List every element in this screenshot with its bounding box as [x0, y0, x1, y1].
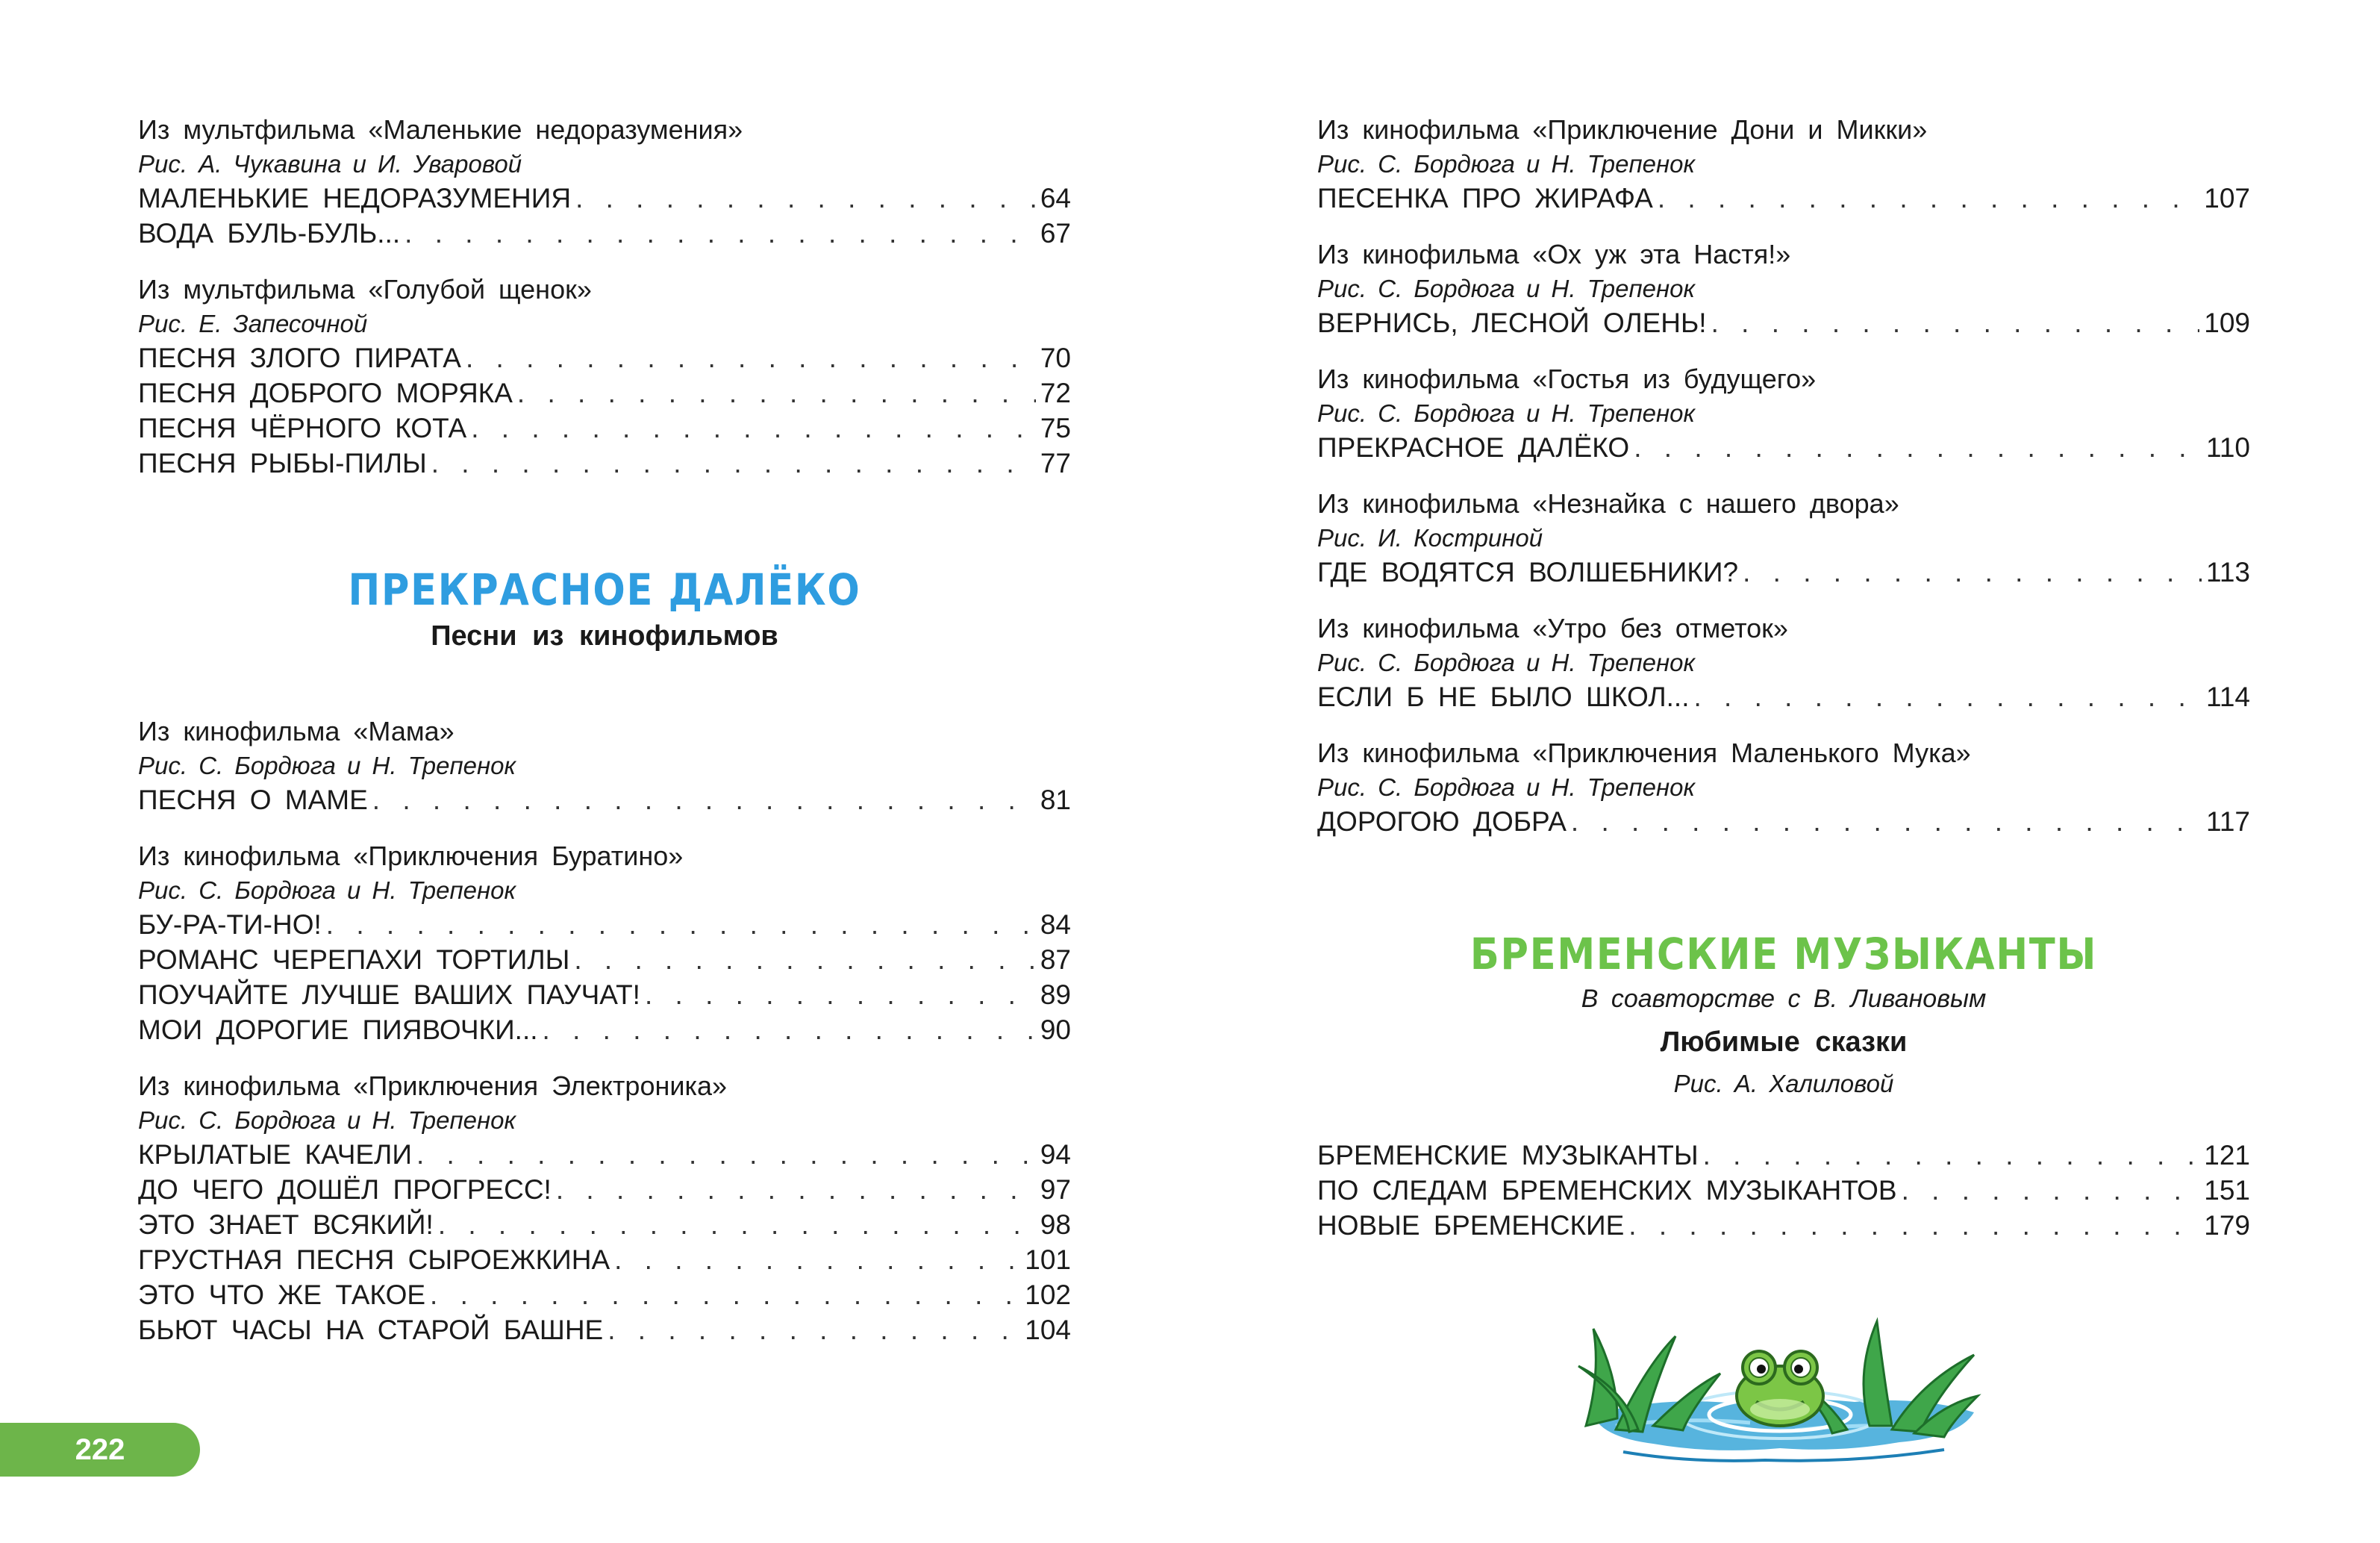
entry-page: 67 [1040, 218, 1071, 249]
entry-page: 151 [2204, 1175, 2250, 1206]
entry-page: 101 [1025, 1244, 1071, 1275]
toc-entry[interactable] [1317, 679, 2250, 714]
toc-group [1317, 735, 2250, 839]
dot-leader [1711, 305, 2200, 340]
toc-entry[interactable] [138, 446, 1071, 481]
entry-page: 77 [1040, 448, 1071, 479]
entry-title: ПОУЧАЙТЕ ЛУЧШЕ ВАШИХ ПАУЧАТ! [138, 979, 640, 1010]
entry-page: 75 [1040, 413, 1071, 443]
toc-entry[interactable] [138, 340, 1071, 375]
toc-group [1317, 486, 2250, 590]
page-number-tab [0, 1423, 200, 1477]
toc-group [138, 1068, 1071, 1347]
dot-leader [466, 340, 1036, 375]
toc-entry[interactable] [138, 782, 1071, 817]
entry-page: 72 [1040, 378, 1071, 408]
dot-leader [1703, 1138, 2200, 1173]
entry-title: ГДЕ ВОДЯТСЯ ВОЛШЕБНИКИ? [1317, 557, 1739, 587]
toc-group [1317, 237, 2250, 340]
entry-title: ВЕРНИСЬ, ЛЕСНОЙ ОЛЕНЬ! [1317, 308, 1707, 338]
toc-entry[interactable] [138, 181, 1071, 216]
group-credit: Рис. С. Бордюга и Н. Трепенок [138, 752, 516, 779]
entry-title: ЭТО ЧТО ЖЕ ТАКОЕ [138, 1279, 426, 1310]
group-source: Из кинофильма «Ох уж эта Настя!» [1317, 239, 1791, 269]
entry-page: 89 [1040, 979, 1071, 1010]
dot-leader [471, 411, 1036, 446]
group-credit: Рис. А. Чукавина и И. Уваровой [138, 150, 522, 178]
dot-leader [1571, 804, 2202, 839]
toc-group [138, 714, 1071, 817]
group-credit: Рис. С. Бордюга и Н. Трепенок [138, 1106, 516, 1134]
dot-leader [430, 1277, 1020, 1312]
entry-page: 97 [1040, 1174, 1071, 1205]
toc-entry[interactable] [1317, 1138, 2250, 1173]
group-source: Из кинофильма «Приключения Маленького Мука» [1317, 738, 1971, 768]
entry-title: ПЕСНЯ ДОБРОГО МОРЯКА [138, 378, 513, 408]
dot-leader [1902, 1173, 2200, 1208]
dot-leader [405, 216, 1036, 251]
group-credit: Рис. С. Бордюга и Н. Трепенок [1317, 773, 1696, 801]
entry-title: ПЕСНЯ ЗЛОГО ПИРАТА [138, 343, 461, 373]
entry-title: БРЕМЕНСКИЕ МУЗЫКАНТЫ [1317, 1140, 1699, 1171]
entry-title: ПЕСНЯ РЫБЫ-ПИЛЫ [138, 448, 427, 479]
dot-leader [1693, 679, 2202, 714]
entry-title: ВОДА БУЛЬ-БУЛЬ... [138, 218, 401, 249]
entry-page: 84 [1040, 909, 1071, 940]
group-credit: Рис. Е. Запесочной [138, 310, 368, 337]
left-page-toc [138, 112, 1071, 1368]
toc-entry[interactable] [138, 977, 1071, 1012]
toc-entry[interactable] [138, 375, 1071, 411]
group-credit: Рис. С. Бордюга и Н. Трепенок [1317, 150, 1696, 178]
group-source: Из кинофильма «Приключение Дони и Микки» [1317, 114, 1928, 145]
entry-title: БУ-РА-ТИ-НО! [138, 909, 322, 940]
dot-leader [543, 1012, 1036, 1047]
toc-entry[interactable] [138, 216, 1071, 251]
entry-page: 113 [2206, 557, 2250, 587]
entry-page: 64 [1040, 183, 1071, 213]
dot-leader [438, 1207, 1036, 1242]
group-credit: Рис. С. Бордюга и Н. Трепенок [1317, 275, 1696, 302]
section-subtitle: Песни из кинофильмов [431, 620, 778, 652]
toc-entry[interactable] [1317, 181, 2250, 216]
entry-title: БЬЮТ ЧАСЫ НА СТАРОЙ БАШНЕ [138, 1315, 604, 1345]
entry-page: 114 [2206, 682, 2250, 712]
toc-entry[interactable] [1317, 555, 2250, 590]
group-source: Из мультфильма «Голубой щенок» [138, 274, 592, 305]
section-credit: Рис. А. Халиловой [1673, 1070, 1894, 1097]
entry-title: ПЕСНЯ ЧЁРНОГО КОТА [138, 413, 467, 443]
section-title: БРЕМЕНСКИЕ МУЗЫКАНТЫ [1469, 929, 2098, 979]
dot-leader [372, 782, 1036, 817]
toc-entry[interactable] [1317, 430, 2250, 465]
section-title: ПРЕКРАСНОЕ ДАЛЁКО [348, 564, 861, 615]
toc-entry[interactable] [1317, 1173, 2250, 1208]
entry-title: ЭТО ЗНАЕТ ВСЯКИЙ! [138, 1209, 434, 1240]
entry-page: 107 [2204, 183, 2250, 213]
entry-page: 94 [1040, 1139, 1071, 1170]
dot-leader [416, 1137, 1036, 1172]
toc-group [1317, 611, 2250, 714]
toc-entry[interactable] [138, 1137, 1071, 1172]
group-source: Из кинофильма «Гостья из будущего» [1317, 364, 1817, 394]
toc-entry[interactable] [138, 1277, 1071, 1312]
dot-leader [614, 1242, 1020, 1277]
dot-leader [431, 446, 1036, 481]
entry-page: 87 [1040, 944, 1071, 975]
toc-group [1317, 361, 2250, 465]
entry-page: 121 [2204, 1140, 2250, 1171]
entry-page: 179 [2204, 1210, 2250, 1241]
page-number: 222 [75, 1433, 125, 1466]
dot-leader [1658, 181, 2199, 216]
toc-entry[interactable] [1317, 305, 2250, 340]
toc-entry[interactable] [138, 1012, 1071, 1047]
entry-page: 81 [1040, 785, 1071, 815]
group-source: Из кинофильма «Утро без отметок» [1317, 613, 1788, 643]
entry-page: 102 [1025, 1279, 1071, 1310]
group-credit: Рис. И. Костриной [1317, 524, 1543, 552]
toc-entry[interactable] [138, 907, 1071, 942]
entry-title: ПЕСНЯ О МАМЕ [138, 785, 368, 815]
section-header-prekrasnoe-daleko [138, 563, 1071, 655]
entry-title: ПЕСЕНКА ПРО ЖИРАФА [1317, 183, 1653, 213]
group-source: Из кинофильма «Приключения Электроника» [138, 1070, 728, 1101]
entry-page: 110 [2206, 432, 2250, 463]
frog [1737, 1351, 1823, 1426]
dot-leader [1628, 1208, 2199, 1243]
entry-title: НОВЫЕ БРЕМЕНСКИЕ [1317, 1210, 1625, 1241]
entry-title: ПО СЛЕДАМ БРЕМЕНСКИХ МУЗЫКАНТОВ [1317, 1175, 1897, 1206]
group-source: Из кинофильма «Приключения Буратино» [138, 841, 684, 871]
right-page-toc [1317, 112, 2250, 1264]
dot-leader [574, 942, 1035, 977]
toc-group [1317, 112, 2250, 216]
dot-leader [645, 977, 1036, 1012]
entry-page: 109 [2204, 308, 2250, 338]
dot-leader [575, 181, 1036, 216]
toc-entry[interactable] [138, 1242, 1071, 1277]
entry-page: 104 [1025, 1315, 1071, 1345]
toc-entry[interactable] [138, 942, 1071, 977]
dot-leader [326, 907, 1036, 942]
entry-page: 98 [1040, 1209, 1071, 1240]
dot-leader [556, 1172, 1036, 1207]
section-coauthor: В соавторстве с В. Ливановым [1581, 985, 1987, 1013]
toc-group [138, 272, 1071, 481]
entry-title: РОМАНС ЧЕРЕПАХИ ТОРТИЛЫ [138, 944, 570, 975]
toc-entry[interactable] [138, 1172, 1071, 1207]
group-source: Из мультфильма «Маленькие недоразумения» [138, 114, 743, 145]
entry-page: 90 [1040, 1014, 1071, 1045]
group-source: Из кинофильма «Незнайка с нашего двора» [1317, 488, 1899, 519]
dot-leader [517, 375, 1036, 411]
dot-leader [608, 1312, 1020, 1347]
group-credit: Рис. С. Бордюга и Н. Трепенок [1317, 399, 1696, 427]
entry-title: КРЫЛАТЫЕ КАЧЕЛИ [138, 1139, 412, 1170]
toc-group [138, 838, 1071, 1047]
dot-leader [1634, 430, 2202, 465]
entry-title: ДО ЧЕГО ДОШЁЛ ПРОГРЕСС! [138, 1174, 552, 1205]
entry-title: МОИ ДОРОГИЕ ПИЯВОЧКИ... [138, 1014, 538, 1045]
entry-title: МАЛЕНЬКИЕ НЕДОРАЗУМЕНИЯ [138, 183, 572, 213]
dot-leader [1743, 555, 2202, 590]
section-header-bremenskie-muzykanty [1317, 927, 2250, 1100]
entry-title: ПРЕКРАСНОЕ ДАЛЁКО [1317, 432, 1630, 463]
toc-entry[interactable] [1317, 1208, 2250, 1243]
toc-group [1317, 1138, 2250, 1243]
entry-page: 117 [2206, 806, 2250, 837]
group-credit: Рис. С. Бордюга и Н. Трепенок [138, 876, 516, 904]
entry-title: ГРУСТНАЯ ПЕСНЯ СЫРОЕЖКИНА [138, 1244, 610, 1275]
group-credit: Рис. С. Бордюга и Н. Трепенок [1317, 649, 1696, 676]
toc-entry[interactable] [138, 1207, 1071, 1242]
section-subtitle: Любимые сказки [1660, 1026, 1908, 1058]
toc-entry[interactable] [1317, 804, 2250, 839]
frog-in-pond-icon [1571, 1284, 1989, 1478]
toc-entry[interactable] [138, 411, 1071, 446]
entry-page: 70 [1040, 343, 1071, 373]
toc-entry[interactable] [138, 1312, 1071, 1347]
toc-group [138, 112, 1071, 251]
group-source: Из кинофильма «Мама» [138, 716, 455, 746]
entry-title: ДОРОГОЮ ДОБРА [1317, 806, 1567, 837]
entry-title: ЕСЛИ Б НЕ БЫЛО ШКОЛ... [1317, 682, 1690, 712]
